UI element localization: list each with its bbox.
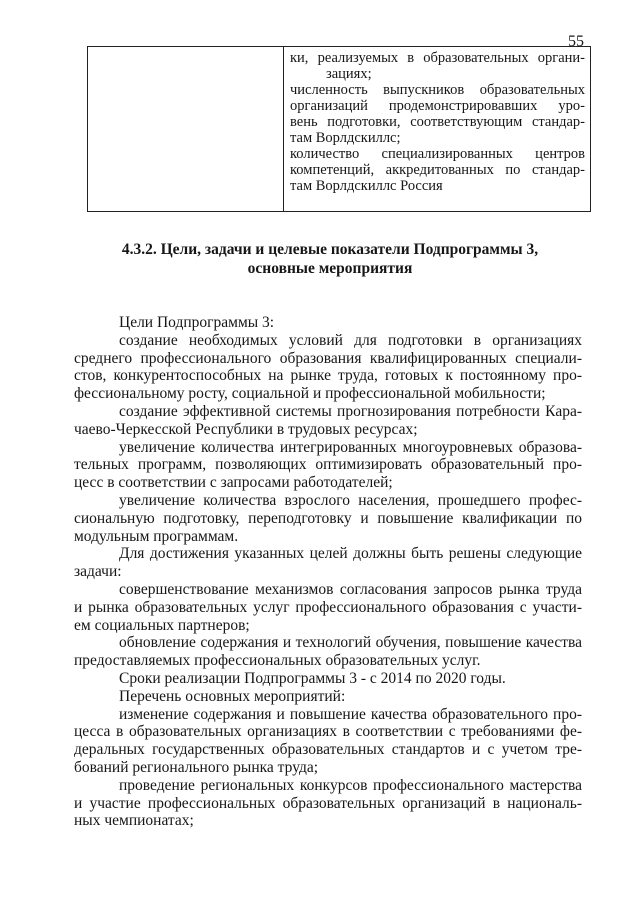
- paragraph-line: модульным программам.: [74, 527, 239, 545]
- paragraph-line: деральных государственных образовательных стандартов и с учетом тре-: [74, 741, 582, 759]
- paragraph-line: Сроки реализации Подпрограммы 3 - с 2014 по 2020 годы.: [119, 669, 506, 687]
- paragraph-line: Перечень основных мероприятий:: [119, 687, 346, 705]
- page-number: 55: [568, 33, 584, 50]
- paragraph-line: проведение региональных конкурсов профессионального мастерства: [119, 776, 582, 794]
- section-heading-line-2: основные мероприятия: [247, 260, 413, 277]
- paragraph-line: изменение содержания и повышение качества образовательного про-: [119, 705, 582, 723]
- paragraph-line: цесса в образовательных организациях в соответствии с требованиями фе-: [74, 723, 582, 741]
- paragraph-line: тельных программ, позволяющих оптимизировать образовательный про-: [74, 456, 582, 474]
- table-cell-right: [284, 47, 591, 212]
- paragraph-line: бований регионального рынка труда;: [74, 758, 319, 776]
- body-text: [74, 314, 582, 830]
- paragraph-line: ных чемпионатах;: [74, 812, 194, 830]
- table-text-line: там Ворлдскиллс;: [290, 130, 401, 146]
- section-heading-line-1: 4.3.2. Цели, задачи и целевые показатели Подпрограммы 3,: [121, 241, 539, 258]
- paragraph-line: предоставляемых профессиональных образовательных услуг.: [74, 652, 481, 670]
- table-text-line: организаций продемонстрировавших уро-: [290, 98, 585, 114]
- table-text-line: численность выпускников образовательных: [290, 82, 585, 98]
- table-cell-left: [88, 47, 284, 212]
- paragraph-line: сиональную подготовку, переподготовку и повышение квалификации по: [74, 509, 582, 527]
- paragraph-line: и участие профессиональных образовательных организаций в националь-: [74, 794, 582, 812]
- paragraph-line: Цели Подпрограммы 3:: [119, 314, 275, 331]
- table-text-line: там Ворлдскиллс Россия: [290, 178, 443, 194]
- paragraph-line: задачи:: [74, 563, 122, 581]
- paragraph-line: увеличение количества взрослого населения, прошедшего профес-: [119, 491, 582, 509]
- paragraph-line: цесс в соответствии с запросами работодателей;: [74, 474, 393, 492]
- table-text-line: ки, реализуемых в образовательных органи-: [290, 50, 585, 66]
- table-text-line: количество специализированных центров: [290, 146, 585, 162]
- paragraph-line: обновление содержания и технологий обучения, повышение качества: [119, 634, 582, 652]
- section-heading: [100, 240, 560, 278]
- indicators-table: [87, 46, 591, 212]
- paragraph-line: фессиональному росту, социальной и профессиональной мобильности;: [74, 385, 546, 403]
- paragraph-line: чаево-Черкесской Республики в трудовых ресурсах;: [74, 420, 418, 438]
- table-row: [88, 47, 591, 212]
- paragraph-line: увеличение количества интегрированных многоуровневых образова-: [119, 438, 582, 456]
- paragraph-line: стов, конкурентоспособных на рынке труда, готовых к постоянному про-: [74, 367, 582, 385]
- table-text-line: зациях;: [326, 66, 372, 82]
- paragraph-line: совершенствование механизмов согласования запросов рынка труда: [119, 580, 582, 598]
- paragraph-line: Для достижения указанных целей должны быть решены следующие: [119, 545, 582, 563]
- paragraph-line: создание необходимых условий для подготовки в организациях: [119, 331, 582, 349]
- paragraph-line: создание эффективной системы прогнозирования потребности Кара-: [119, 402, 582, 420]
- table-text-line: вень подготовки, соответствующим стандар-: [290, 114, 585, 130]
- paragraph-line: среднего профессионального образования квалифицированных специали-: [74, 349, 582, 367]
- paragraph-line: ем социальных партнеров;: [74, 616, 250, 634]
- paragraph-line: и рынка образовательных услуг профессионального образования с участи-: [74, 598, 582, 616]
- table-text-line: компетенций, аккредитованных по стандар-: [290, 162, 585, 178]
